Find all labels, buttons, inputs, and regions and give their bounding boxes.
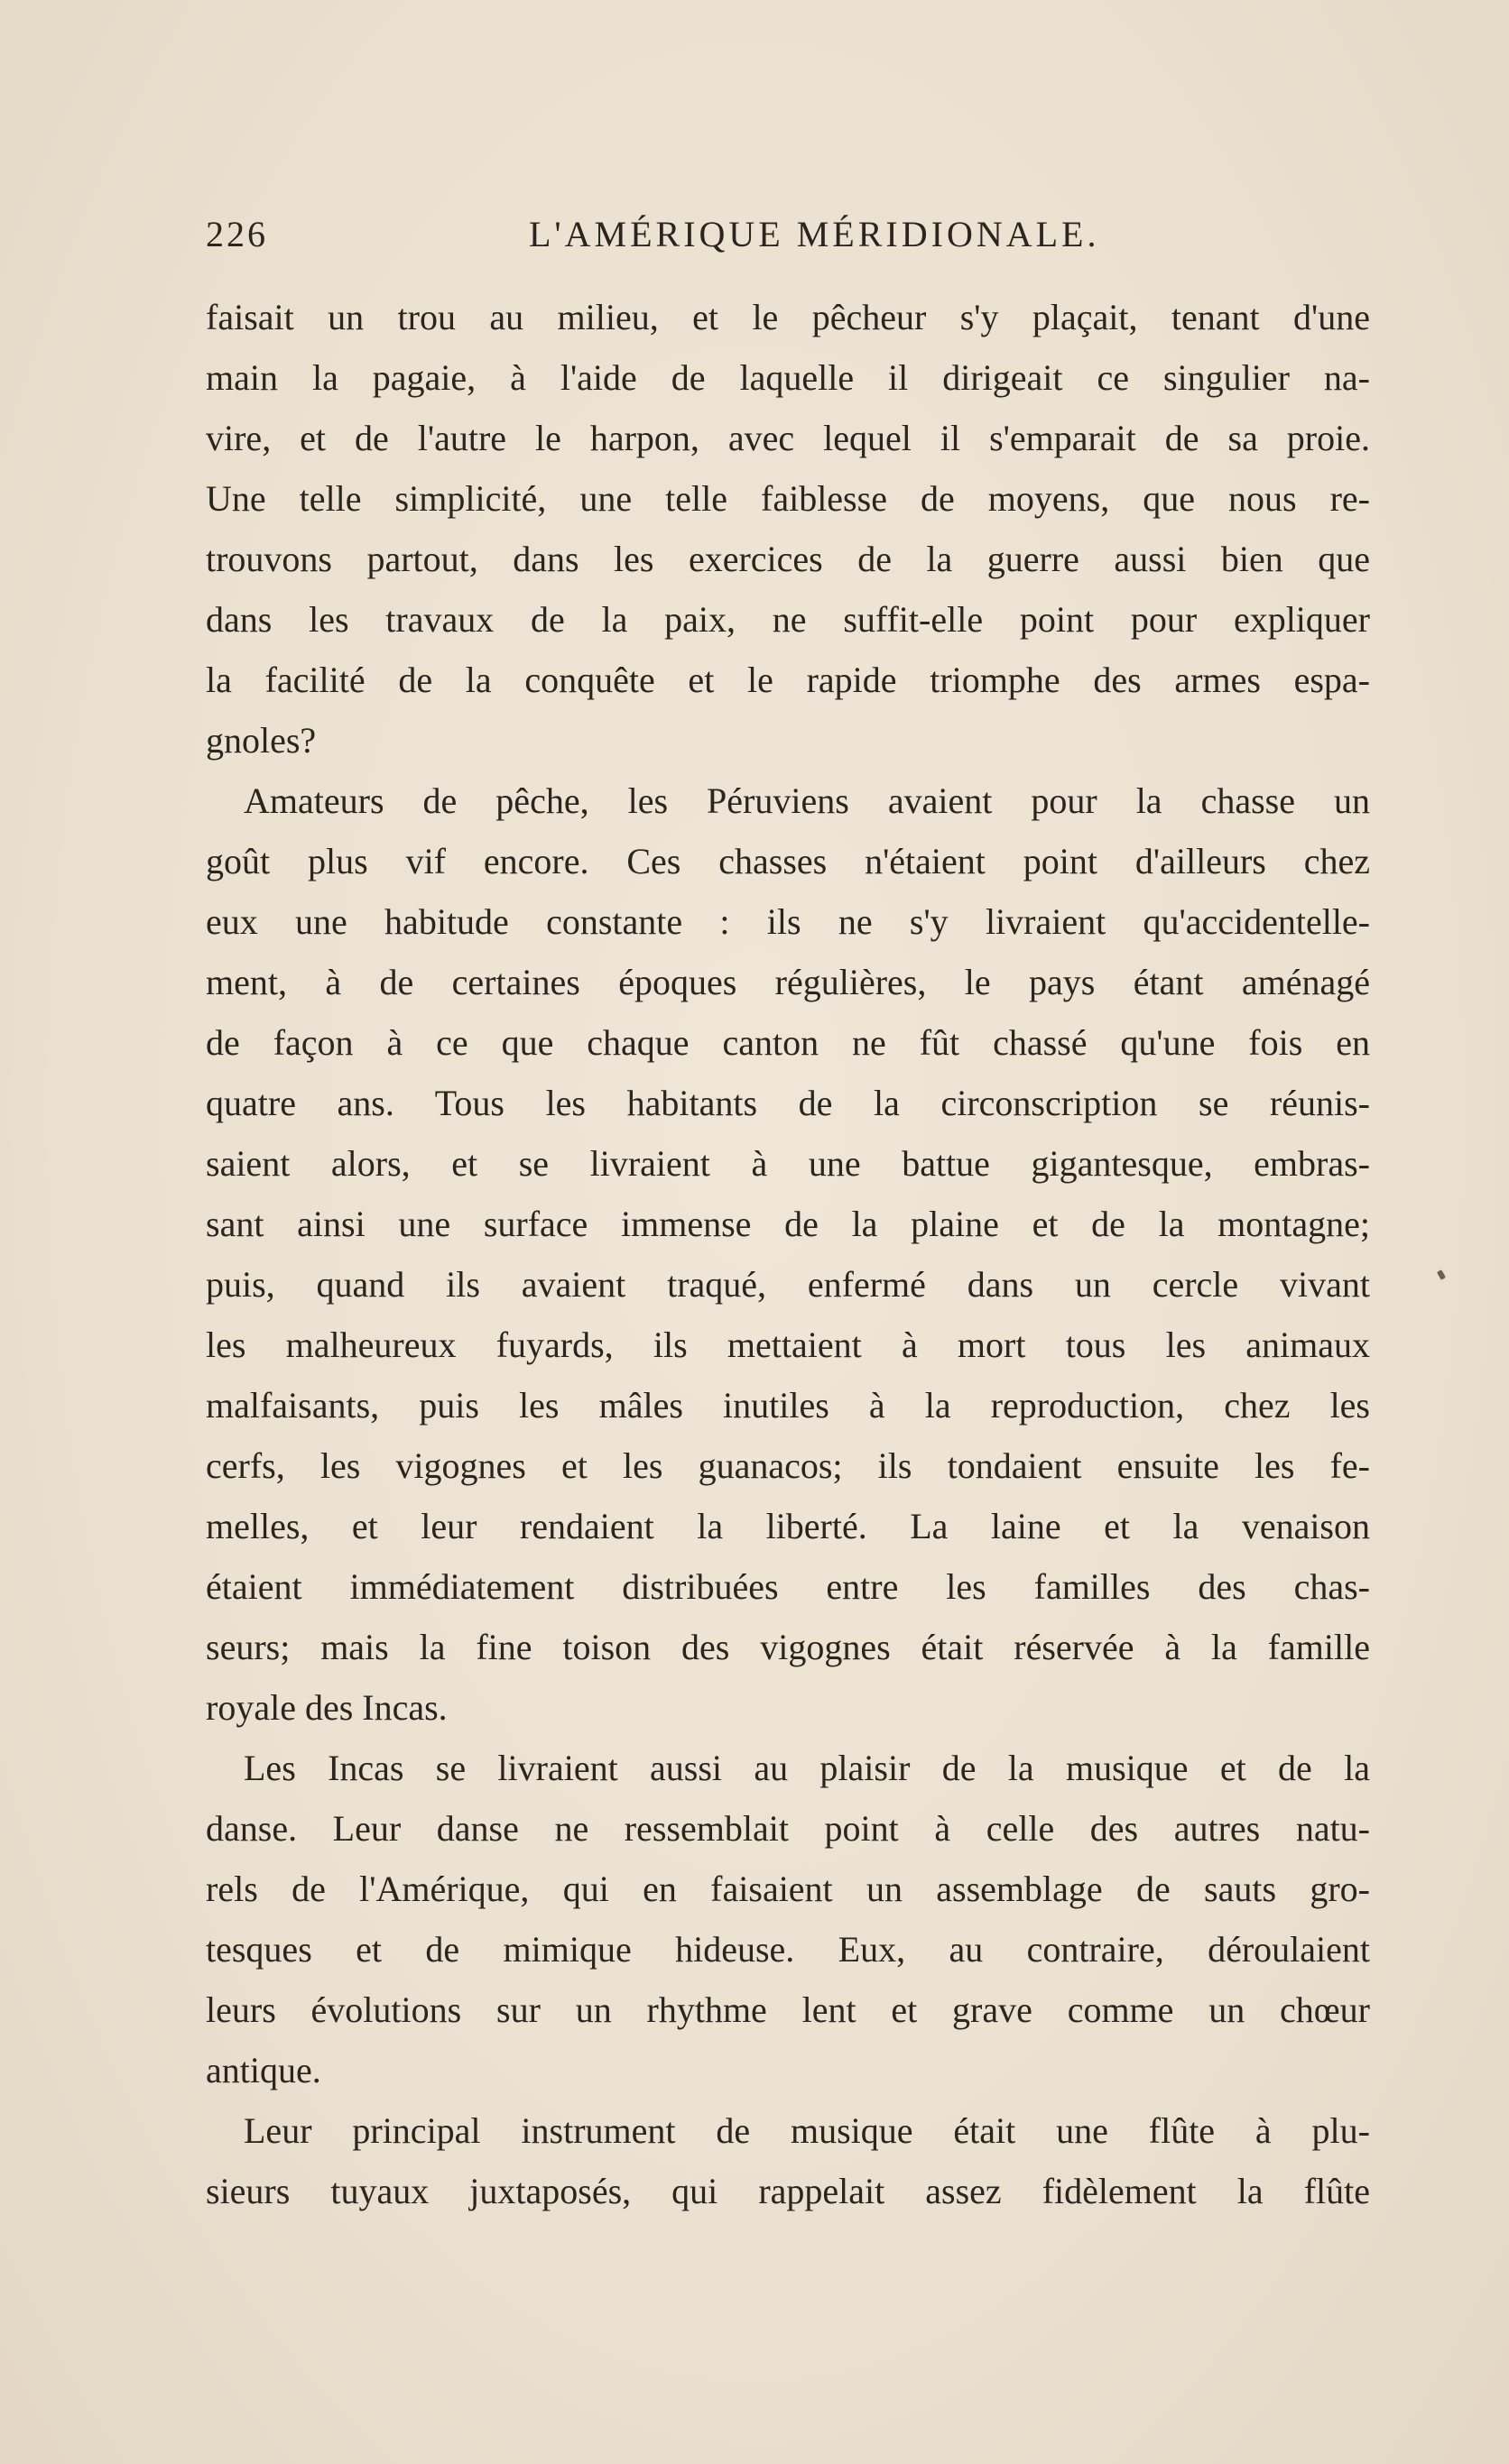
text-line: étaient immédiatement distribuées entre les familles des chas-	[206, 1566, 1370, 1607]
text-line: seurs; mais la fine toison des vigognes était réservée à la famille	[206, 1627, 1370, 1667]
text-line: eux une habitude constante : ils ne s'y livraient qu'accidentelle-	[206, 901, 1370, 942]
text-line: ment, à de certaines époques régulières, le pays étant aménagé	[206, 962, 1370, 1002]
text-line: Amateurs de pêche, les Péruviens avaient pour la chasse un	[244, 780, 1370, 821]
text-line: sant ainsi une surface immense de la plaine et de la montagne;	[206, 1204, 1370, 1244]
text-line: Une telle simplicité, une telle faiblesse de moyens, que nous re-	[206, 478, 1370, 519]
text-line: main la pagaie, à l'aide de laquelle il dirigeait ce singulier na-	[206, 357, 1370, 398]
text-line: saient alors, et se livraient à une battue gigantesque, embras-	[206, 1143, 1370, 1184]
text-line: tesques et de mimique hideuse. Eux, au contraire, déroulaient	[206, 1929, 1370, 1970]
text-line: leurs évolutions sur un rhythme lent et grave comme un chœur	[206, 1989, 1370, 2030]
text-line: quatre ans. Tous les habitants de la circonscription se réunis-	[206, 1083, 1370, 1123]
text-line: puis, quand ils avaient traqué, enfermé dans un cercle vivant	[206, 1264, 1370, 1305]
text-line: trouvons partout, dans les exercices de la guerre aussi bien que	[206, 539, 1370, 579]
running-head: L'AMÉRIQUE MÉRIDIONALE.	[529, 214, 1100, 254]
text-line: vire, et de l'autre le harpon, avec lequel il s'emparait de sa proie.	[206, 418, 1370, 458]
text-line: Leur principal instrument de musique était une flûte à plu-	[244, 2110, 1370, 2151]
text-line: goût plus vif encore. Ces chasses n'étaient point d'ailleurs chez	[206, 841, 1370, 881]
text-line: royale des Incas.	[206, 1687, 448, 1728]
text-line: rels de l'Amérique, qui en faisaient un assemblage de sauts gro-	[206, 1869, 1370, 1909]
text-line: antique.	[206, 2050, 321, 2090]
text-line: melles, et leur rendaient la liberté. La laine et la venaison	[206, 1506, 1370, 1546]
text-line: la facilité de la conquête et le rapide triomphe des armes espa-	[206, 660, 1370, 700]
text-line: dans les travaux de la paix, ne suffit-elle point pour expliquer	[206, 599, 1370, 640]
text-line: de façon à ce que chaque canton ne fût chassé qu'une fois en	[206, 1022, 1370, 1063]
page-number: 226	[206, 214, 268, 254]
text-line: malfaisants, puis les mâles inutiles à la reproduction, chez les	[206, 1385, 1370, 1426]
page-header	[206, 213, 1370, 263]
text-line: danse. Leur danse ne ressemblait point à celle des autres natu-	[206, 1808, 1370, 1849]
text-line: sieurs tuyaux juxtaposés, qui rappelait assez fidèlement la flûte	[206, 2171, 1370, 2211]
text-line: faisait un trou au milieu, et le pêcheur s'y plaçait, tenant d'une	[206, 297, 1370, 337]
margin-ink-mark	[1437, 1269, 1446, 1280]
text-line: Les Incas se livraient aussi au plaisir de la musique et de la	[244, 1748, 1370, 1788]
text-line: les malheureux fuyards, ils mettaient à mort tous les animaux	[206, 1324, 1370, 1365]
text-line: gnoles?	[206, 720, 317, 761]
text-line: cerfs, les vigognes et les guanacos; ils tondaient ensuite les fe-	[206, 1445, 1370, 1486]
body-text	[206, 287, 1370, 2221]
